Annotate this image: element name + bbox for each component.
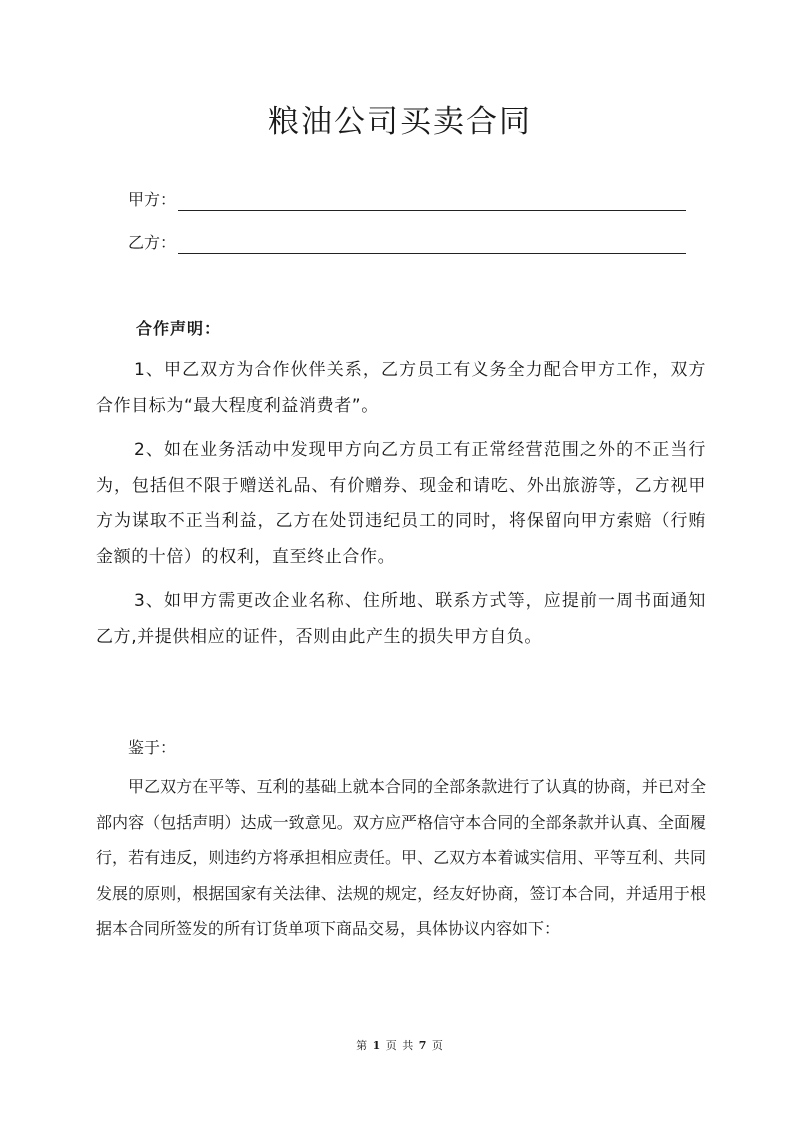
footer-total-pages: 7 (418, 1039, 428, 1052)
footer-current-page: 1 (372, 1039, 382, 1052)
clause-3: 3、如甲方需更改企业名称、住所地、联系方式等，应提前一周书面通知乙方,并提供相应的证件，否则由此产生的损失甲方自负。 (96, 591, 706, 647)
footer-suffix: 页 (431, 1039, 444, 1052)
party-b-label: 乙方： (128, 233, 177, 252)
party-a-blank-field[interactable] (178, 192, 686, 211)
party-b-line (128, 232, 686, 254)
whereas-body: 甲乙双方在平等、互利的基础上就本合同的全部条款进行了认真的协商，并已对全部内容（包括声明）达成一致意见。双方应严格信守本合同的全部条款并认真、全面履行，若有违反，则违约方将承担相应责任。甲、乙双方本着诚实信用、平等互利、共同发展的原则，根据国家有关法律、法规的规定，经友好协商，签订本合同，并适用于根据本合同所签发的所有订货单项下商品交易，具体协议内容如下： (96, 777, 706, 938)
clause-1: 1、甲乙双方为合作伙伴关系，乙方员工有义务全力配合甲方工作，双方合作目标为“最大程度利益消费者”。 (96, 360, 706, 416)
clause-2: 2、如在业务活动中发现甲方向乙方员工有正常经营范围之外的不正当行为，包括但不限于赠送礼品、有价赠券、现金和请吃、外出旅游等，乙方视甲方为谋取不正当利益，乙方在处罚违纪员工的同时，将保留向甲方索赔（行贿金额的十倍）的权利，直至终止合作。 (96, 440, 706, 567)
party-b-blank-field[interactable] (178, 235, 686, 254)
party-a-line (128, 189, 686, 211)
cooperation-heading: 合作声明： (136, 319, 222, 338)
page-footer (0, 1037, 800, 1053)
footer-prefix: 第 (356, 1039, 369, 1052)
whereas-label: 鉴于： (128, 738, 177, 757)
document-title: 粮油公司买卖合同 (268, 104, 532, 140)
party-a-label: 甲方： (128, 190, 177, 209)
footer-middle: 页 共 (385, 1039, 415, 1052)
cooperation-clauses (96, 353, 706, 664)
